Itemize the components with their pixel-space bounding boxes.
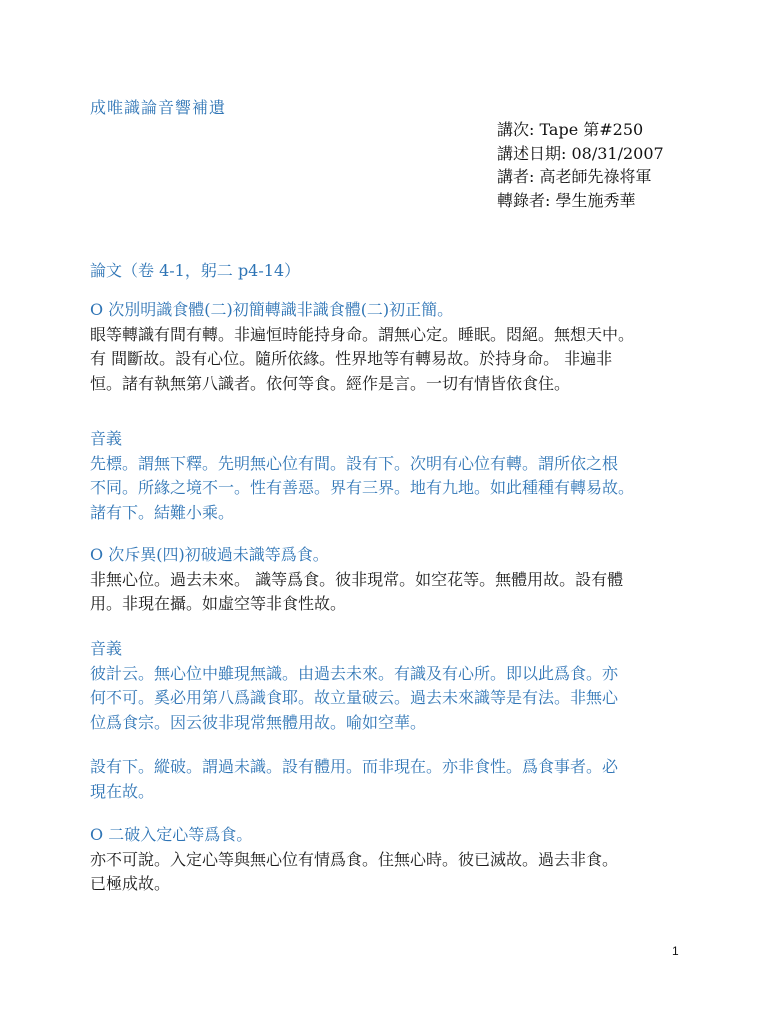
text-line: 有 間斷故。設有心位。隨所依緣。性界地等有轉易故。於持身命。 非遍非 [90,349,613,368]
meta-date: 講述日期: 08/31/2007 [497,143,664,163]
text-line: 何不可。奚必用第八爲識食耶。故立量破云。過去未來識等是有法。非無心 [90,688,619,707]
text-line: 位爲食宗。因云彼非現常無體用故。喻如空華。 [90,712,427,732]
text-line: 用。非現在攝。如虛空等非食性故。 [90,594,347,613]
text-line: 已極成故。 [90,874,171,893]
document-title: 成唯識論音響補遺 [90,98,227,117]
text-line: 亦不可說。入定心等與無心位有情爲食。住無心時。彼已滅故。過去非食。 [90,849,619,869]
text-line: 恒。諸有執無第八識者。依何等食。經作是言。一切有情皆依食住。 [90,373,571,393]
lecture-meta [497,118,664,212]
text-line: 設有下。縱破。謂過未識。設有體用。而非現在。亦非食性。爲食事者。必 [90,757,619,776]
commentary-heading: 音義 [90,639,123,658]
commentary-continuation [90,755,700,804]
text-line: 彼計云。無心位中雖現無識。由過去未來。有識及有心所。即以此爲食。亦 [90,663,619,683]
outline-heading: O 二破入定心等爲食。 [90,825,253,844]
commentary-heading: 音義 [90,429,123,448]
text-line: 先標。謂無下釋。先明無心位有間。設有下。次明有心位有轉。謂所依之根 [90,453,619,473]
text-line: 現在故。 [90,781,155,801]
outline-heading: O 次斥異(四)初破過未識等爲食。 [90,545,329,564]
meta-speaker: 講者: 高老師先祿将軍 [497,167,652,186]
text-line: 眼等轉識有間有轉。非遍恒時能持身命。謂無心定。睡眠。悶絕。無想天中。 [90,324,635,344]
text-line: 諸有下。結難小乘。 [90,502,235,522]
meta-session: 講次: Tape 第#250 [497,120,644,139]
section-text-2 [90,543,700,617]
meta-transcriber: 轉錄者: 學生施秀華 [497,190,636,210]
text-line: 非無心位。過去未來。 識等爲食。彼非現常。如空花等。無體用故。設有體 [90,569,624,589]
page-number: 1 [672,944,679,958]
commentary-section-1 [90,427,700,525]
text-line: 不同。所緣之境不一。性有善惡。界有三界。地有九地。如此種種有轉易故。 [90,478,635,497]
outline-heading: O 次別明識食體(二)初簡轉識非識食體(二)初正簡。 [90,300,454,319]
section-text-1 [90,298,700,396]
section-text-3 [90,823,700,897]
source-heading: 論文（卷 4-1，躬二 p4-14） [90,261,301,280]
commentary-section-2 [90,637,700,735]
